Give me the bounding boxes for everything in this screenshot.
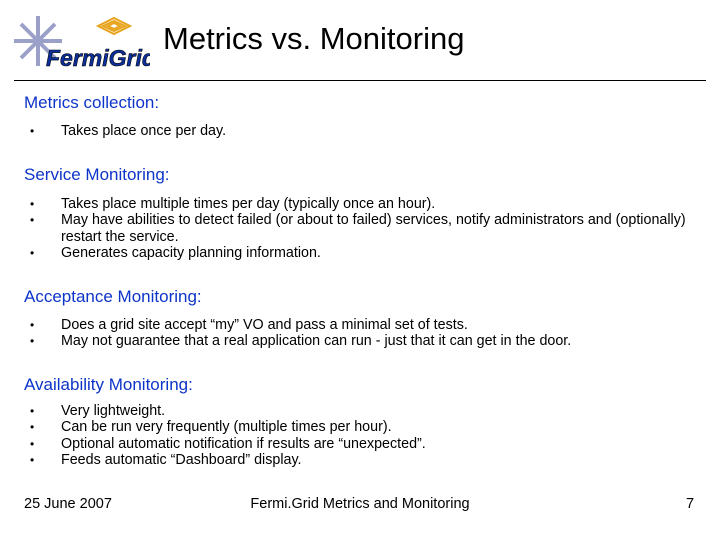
list-item-text: Takes place once per day. [61,123,227,139]
list-item-text: Takes place multiple times per day (typically once an hour). [61,195,436,212]
list-item-text: Generates capacity planning information. [61,245,321,261]
list-item [24,436,694,453]
section-heading: Availability Monitoring: [24,374,193,394]
footer-date: 25 June 2007 [24,496,112,512]
list-item-text: May not guarantee that a real application can run - just that it can get in the door. [61,333,572,349]
section-heading: Service Monitoring: [24,164,170,184]
page-title: Metrics vs. Monitoring [163,21,465,56]
list-item [24,333,694,350]
list-item-text: Optional automatic notification if results are “unexpected”. [61,435,426,452]
bullet-icon: • [30,196,35,211]
bullet-list [24,317,694,350]
bullet-list [24,123,694,140]
list-item [24,452,694,469]
list-item [24,212,694,245]
slide-body [24,93,694,469]
grid-icon [98,18,130,34]
bullet-list [24,403,694,469]
section [24,165,694,262]
bullet-icon: • [30,317,35,332]
title-divider [14,80,706,81]
list-item-text: Can be run very frequently (multiple times per hour). [61,419,392,435]
list-item [24,419,694,436]
bullet-list [24,196,694,262]
bullet-icon: • [30,453,35,467]
list-item-text: Feeds automatic “Dashboard” display. [61,452,302,468]
footer-title: Fermi.Grid Metrics and Monitoring [250,496,470,512]
section [24,375,694,469]
bullet-icon: • [30,213,35,227]
list-item [24,317,694,334]
bullet-icon: • [30,334,35,348]
section-heading: Metrics collection: [24,93,160,112]
section-heading: Acceptance Monitoring: [24,286,202,306]
bullet-icon: • [30,246,35,260]
logo-text: FermiGrid [46,45,150,71]
list-item-text: May have abilities to detect failed (or about to failed) services, notify administrators and (optionally) restart the service. [61,212,686,245]
section [24,287,694,350]
bullet-icon: • [30,420,35,434]
fermigrid-logo [14,10,150,72]
footer-page-number: 7 [686,496,695,512]
list-item [24,403,694,420]
bullet-icon: • [30,403,35,418]
list-item-text: Very lightweight. [61,402,166,419]
bullet-icon: • [30,124,35,138]
list-item-text: Does a grid site accept “my” VO and pass a minimal set of tests. [61,316,468,333]
section [24,93,694,140]
list-item [24,123,694,140]
list-item [24,245,694,262]
bullet-icon: • [30,436,35,451]
list-item [24,196,694,213]
